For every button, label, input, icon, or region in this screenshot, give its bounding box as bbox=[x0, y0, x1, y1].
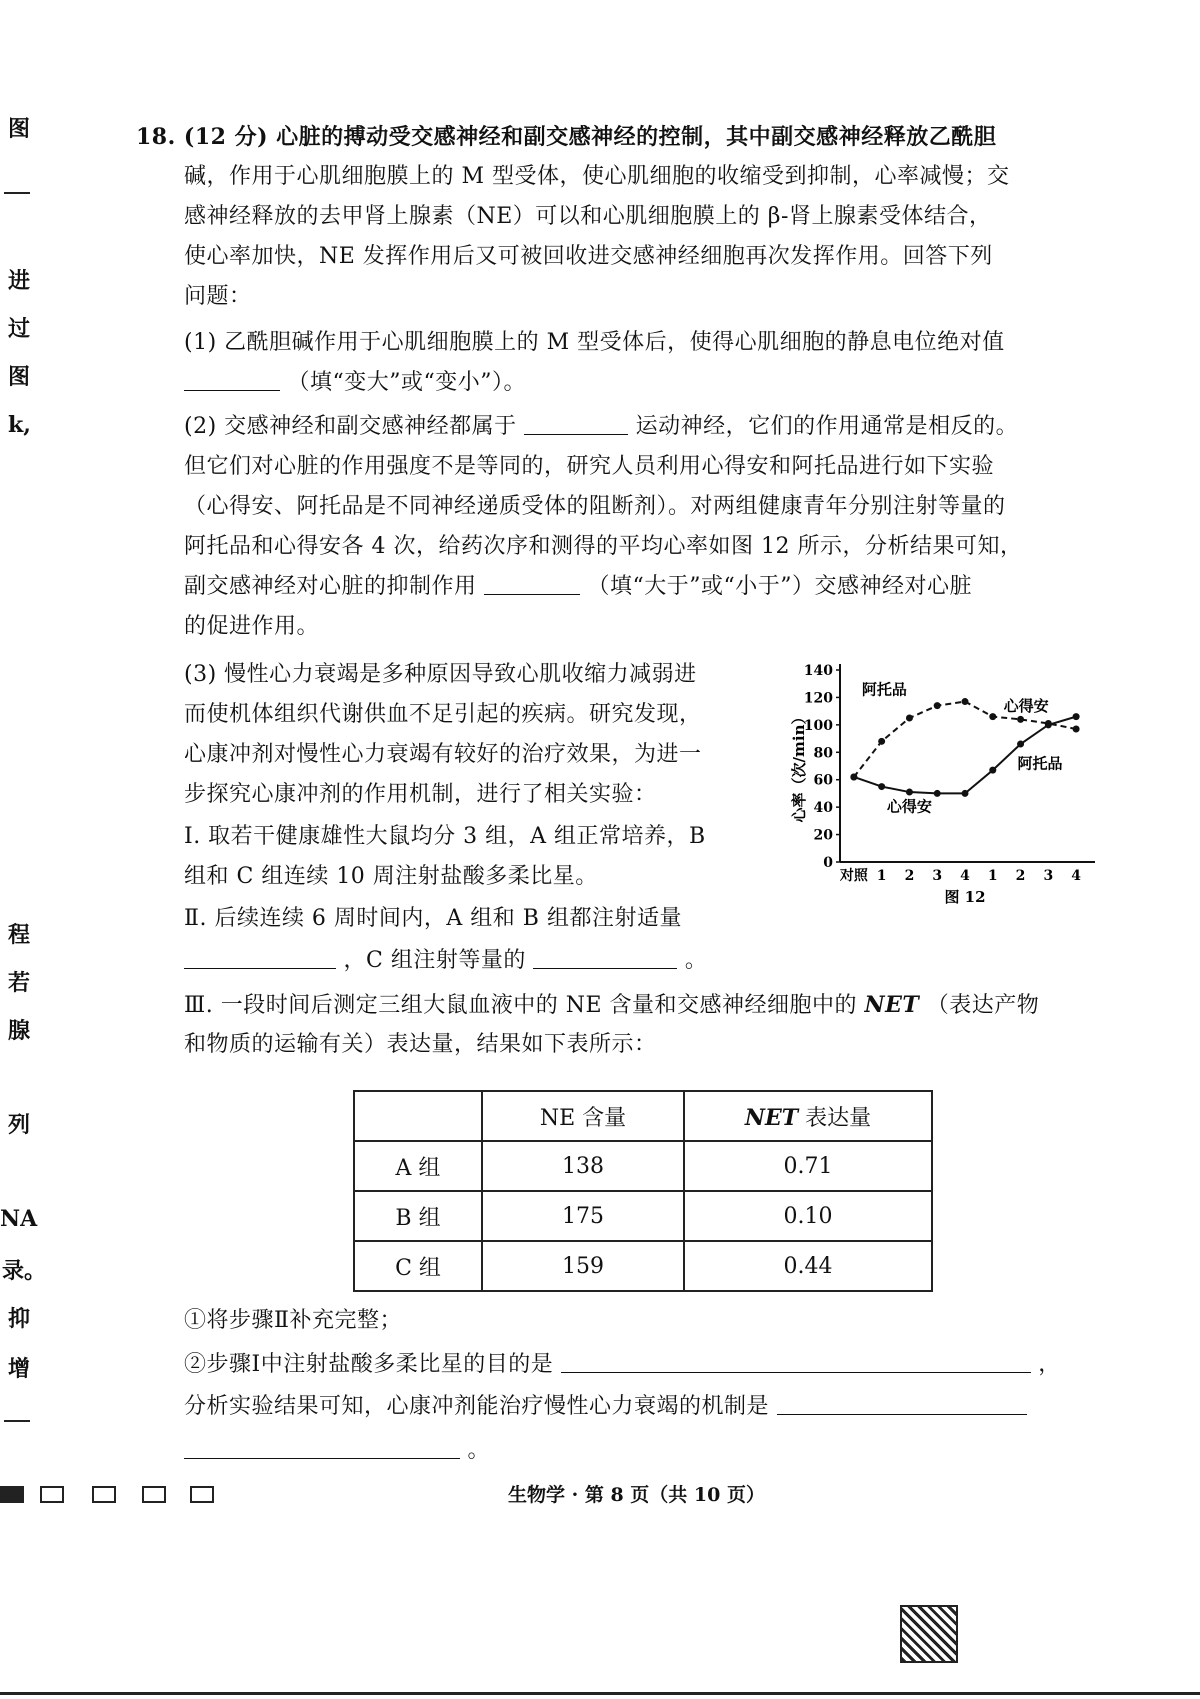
gutter-dash bbox=[4, 1420, 30, 1422]
footer-square bbox=[0, 1486, 24, 1503]
series-label: 阿托品 bbox=[1017, 754, 1063, 773]
table-header-cell bbox=[684, 1091, 932, 1141]
data-point bbox=[934, 702, 941, 709]
header-text: 表达量 bbox=[798, 1105, 872, 1131]
x-tick-label: 2 bbox=[1015, 868, 1026, 884]
x-tick-label: 3 bbox=[1043, 868, 1054, 884]
x-tick-label: 1 bbox=[987, 868, 998, 884]
gutter-char: 增 bbox=[8, 1356, 31, 1382]
data-point bbox=[878, 783, 885, 790]
answer-blank[interactable] bbox=[184, 946, 336, 969]
gutter-char: 若 bbox=[8, 970, 31, 996]
group-cell: C 组 bbox=[354, 1241, 482, 1291]
gutter-char: 进 bbox=[8, 268, 31, 294]
question-stem-line: 使心率加快，NE 发挥作用后又可被回收进交感神经细胞再次发挥作用。回答下列 bbox=[184, 244, 993, 269]
answer-blank[interactable] bbox=[484, 572, 580, 595]
chart-title: 图 12 bbox=[944, 888, 986, 906]
y-tick-label: 20 bbox=[813, 827, 833, 844]
net-term: NET bbox=[744, 1104, 799, 1131]
answer-blank[interactable] bbox=[561, 1350, 1031, 1373]
task2-text: 。 bbox=[467, 1438, 491, 1463]
data-point bbox=[1073, 713, 1080, 720]
answer-blank[interactable] bbox=[524, 412, 628, 435]
y-tick-label: 100 bbox=[803, 717, 833, 734]
footer-square bbox=[190, 1486, 214, 1503]
gutter-char: 程 bbox=[8, 922, 31, 948]
table-row bbox=[354, 1241, 932, 1291]
data-point bbox=[850, 773, 857, 780]
subq2-text: 的促进作用。 bbox=[184, 614, 320, 639]
subq3-text: 而使机体组织代谢供血不足引起的疾病。研究发现， bbox=[184, 702, 702, 727]
left-gutter bbox=[0, 0, 60, 1699]
answer-blank[interactable] bbox=[533, 946, 677, 969]
gutter-char: k, bbox=[8, 412, 31, 438]
answer-blank[interactable] bbox=[184, 1436, 460, 1459]
subq1-text: (1) 乙酰胆碱作用于心肌细胞膜上的 M 型受体后，使得心肌细胞的静息电位绝对值 bbox=[184, 330, 1005, 355]
gutter-char: 腺 bbox=[8, 1018, 31, 1044]
task2-text: ②步骤Ⅰ中注射盐酸多柔比星的目的是 bbox=[184, 1352, 554, 1377]
x-tick-label: 1 bbox=[876, 868, 887, 884]
gutter-char: 抑 bbox=[8, 1306, 31, 1332]
footer-square bbox=[142, 1486, 166, 1503]
step3-text: （表达产物 bbox=[926, 993, 1040, 1018]
subq1-hint: （填“变大”或“变小”）。 bbox=[287, 370, 526, 395]
step3-text: 和物质的运输有关）表达量，结果如下表所示： bbox=[184, 1032, 657, 1057]
series-label: 阿托品 bbox=[861, 680, 907, 699]
question-stem-line: 碱，作用于心肌细胞膜上的 M 型受体，使心肌细胞的收缩受到抑制，心率减慢；交 bbox=[184, 164, 1010, 189]
subq2-line bbox=[184, 412, 1018, 442]
net-term: NET bbox=[864, 992, 920, 1018]
data-point bbox=[1045, 721, 1052, 728]
task2-line bbox=[184, 1350, 1061, 1380]
step2-text: 。 bbox=[684, 948, 708, 973]
data-point bbox=[1017, 716, 1024, 723]
x-tick-label: 对照 bbox=[839, 868, 868, 884]
x-tick-label: 3 bbox=[932, 868, 943, 884]
step3-text: Ⅲ. 一段时间后测定三组大鼠血液中的 NE 含量和交感神经细胞中的 bbox=[184, 993, 858, 1018]
data-point bbox=[1073, 725, 1080, 732]
data-point bbox=[989, 767, 996, 774]
x-tick-label: 2 bbox=[904, 868, 915, 884]
subq2-line bbox=[184, 572, 972, 602]
subq2-text: 运动神经，它们的作用通常是相反的。 bbox=[635, 414, 1019, 439]
y-tick-label: 140 bbox=[803, 663, 833, 679]
step2-answer-line bbox=[184, 946, 707, 976]
task1-text: ①将步骤Ⅱ补充完整； bbox=[184, 1308, 402, 1333]
answer-blank[interactable] bbox=[184, 368, 280, 391]
gutter-dash bbox=[4, 192, 30, 194]
gutter-char: 录。 bbox=[2, 1258, 47, 1284]
answer-blank[interactable] bbox=[777, 1392, 1027, 1415]
question-stem-line: 问题： bbox=[184, 284, 252, 309]
subq3-text: 心康冲剂对慢性心力衰竭有较好的治疗效果，为进一 bbox=[184, 742, 702, 767]
x-tick-label: 4 bbox=[960, 868, 970, 884]
chart-labels bbox=[790, 663, 1081, 906]
series-label: 心得安 bbox=[886, 797, 932, 816]
data-point bbox=[934, 790, 941, 797]
footer-square bbox=[92, 1486, 116, 1503]
series-label: 心得安 bbox=[1003, 697, 1049, 716]
y-tick-label: 120 bbox=[803, 690, 833, 707]
subq2-text: （心得安、阿托品是不同神经递质受体的阻断剂）。对两组健康青年分别注射等量的 bbox=[184, 494, 1006, 519]
group-cell: A 组 bbox=[354, 1141, 482, 1191]
step3-line bbox=[184, 990, 1039, 1021]
step2-text: ，C 组注射等量的 bbox=[343, 948, 526, 973]
gutter-char: 过 bbox=[8, 316, 31, 342]
task2-line bbox=[184, 1436, 490, 1466]
subq1-answer-line bbox=[184, 368, 526, 398]
qr-code bbox=[900, 1605, 958, 1663]
ne-cell: 138 bbox=[482, 1141, 684, 1191]
data-point bbox=[906, 789, 913, 796]
y-tick-label: 60 bbox=[813, 772, 833, 789]
y-tick-label: 40 bbox=[813, 800, 833, 817]
subq3-text: (3) 慢性心力衰竭是多种原因导致心肌收缩力减弱进 bbox=[184, 662, 697, 687]
task2-line bbox=[184, 1392, 1027, 1422]
ne-cell: 175 bbox=[482, 1191, 684, 1241]
subq2-text: 但它们对心脏的作用强度不是等同的，研究人员利用心得安和阿托品进行如下实验 bbox=[184, 454, 995, 479]
step1-text: 组和 C 组连续 10 周注射盐酸多柔比星。 bbox=[184, 864, 598, 889]
y-axis-label: 心率（次/min） bbox=[790, 709, 808, 823]
footer-square bbox=[40, 1486, 64, 1503]
ne-cell: 159 bbox=[482, 1241, 684, 1291]
y-tick-label: 80 bbox=[813, 745, 833, 762]
bottom-border bbox=[0, 1692, 1200, 1695]
step1-text: Ⅰ. 取若干健康雄性大鼠均分 3 组，A 组正常培养，B bbox=[184, 824, 706, 849]
net-cell: 0.10 bbox=[684, 1191, 932, 1241]
data-point bbox=[1017, 741, 1024, 748]
table-row bbox=[354, 1141, 932, 1191]
table-header-cell: NE 含量 bbox=[482, 1091, 684, 1141]
group-cell: B 组 bbox=[354, 1191, 482, 1241]
net-cell: 0.44 bbox=[684, 1241, 932, 1291]
table-header-cell bbox=[354, 1091, 482, 1141]
y-tick-label: 0 bbox=[823, 855, 833, 871]
subq3-text: 步探究心康冲剂的作用机制，进行了相关实验： bbox=[184, 782, 657, 807]
gutter-char: 列 bbox=[8, 1112, 31, 1138]
heart-rate-chart bbox=[790, 660, 1100, 910]
step2-text: Ⅱ. 后续连续 6 周时间内，A 组和 B 组都注射适量 bbox=[184, 906, 682, 931]
question-stem-line: 18. (12 分) 心脏的搏动受交感神经和副交感神经的控制，其中副交感神经释放乙酰胆 bbox=[136, 124, 997, 150]
results-table bbox=[353, 1090, 933, 1292]
x-tick-label: 4 bbox=[1071, 868, 1081, 884]
gutter-char: 图 bbox=[8, 116, 31, 142]
gutter-char: 图 bbox=[8, 364, 31, 390]
task2-text: ， bbox=[1038, 1352, 1061, 1377]
subq2-text: 副交感神经对心脏的抑制作用 bbox=[184, 574, 477, 599]
task2-text: 分析实验结果可知，心康冲剂能治疗慢性心力衰竭的机制是 bbox=[184, 1394, 770, 1419]
data-point bbox=[878, 738, 885, 745]
data-point bbox=[962, 790, 969, 797]
question-stem-line: 感神经释放的去甲肾上腺素（NE）可以和心肌细胞膜上的 β-肾上腺素受体结合， bbox=[184, 204, 992, 229]
data-point bbox=[989, 713, 996, 720]
table-header-row bbox=[354, 1091, 932, 1141]
page-number: 生物学 · 第 8 页（共 10 页） bbox=[508, 1484, 765, 1506]
data-point bbox=[962, 698, 969, 705]
subq2-text: 阿托品和心得安各 4 次，给药次序和测得的平均心率如图 12 所示，分析结果可知， bbox=[184, 534, 1023, 559]
gutter-char: NA bbox=[0, 1206, 38, 1232]
data-point bbox=[906, 715, 913, 722]
net-cell: 0.71 bbox=[684, 1141, 932, 1191]
subq2-text: （填“大于”或“小于”）交感神经对心脏 bbox=[587, 574, 973, 599]
subq2-text: (2) 交感神经和副交感神经都属于 bbox=[184, 414, 517, 439]
page-footer bbox=[0, 1480, 1200, 1510]
table-row bbox=[354, 1191, 932, 1241]
